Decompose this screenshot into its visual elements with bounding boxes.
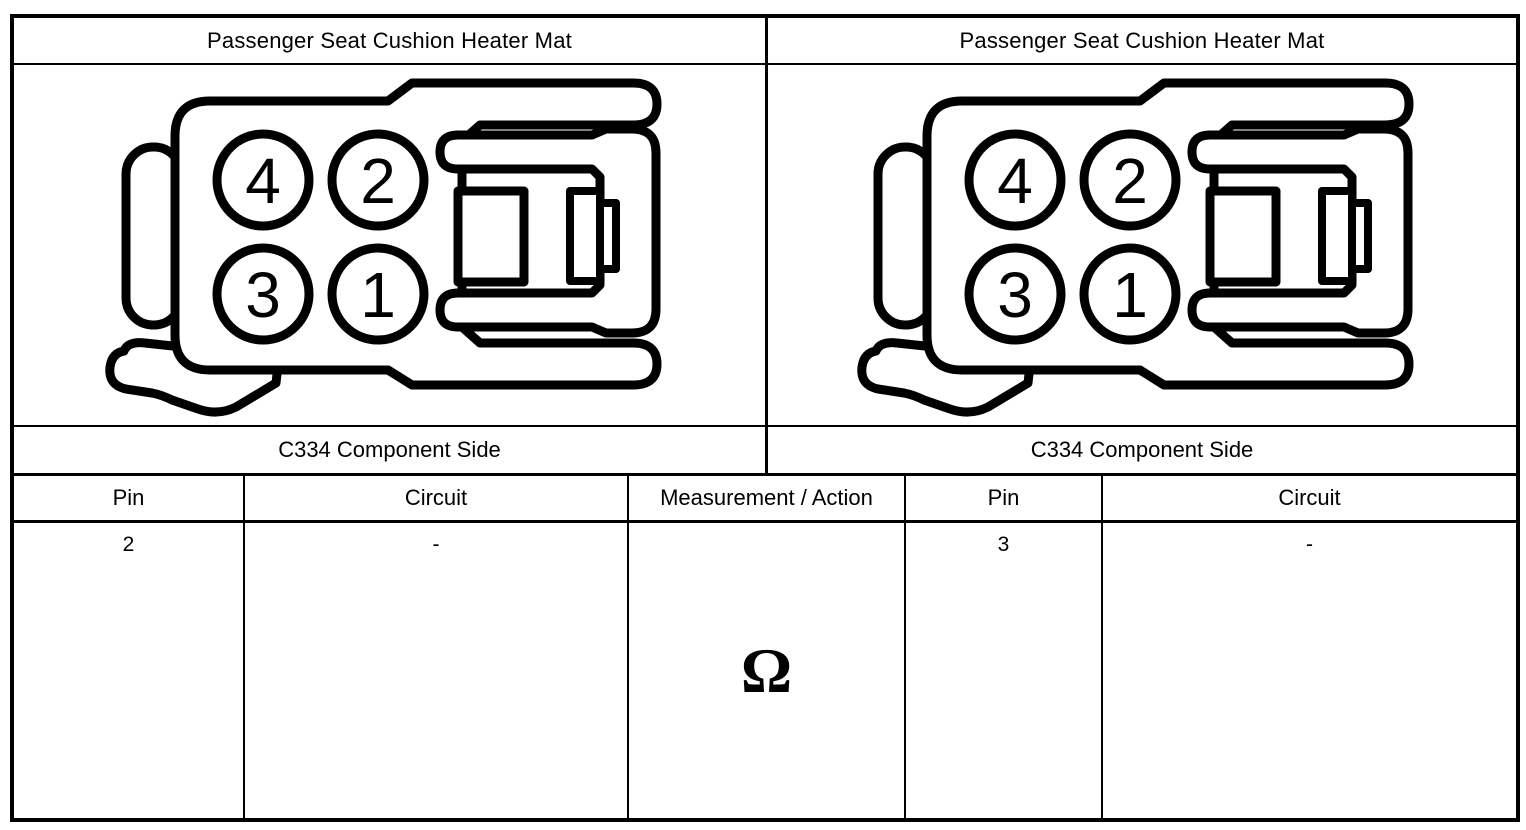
measurement-table-header	[14, 476, 1516, 520]
measurement-table-row	[14, 520, 1516, 818]
right-connector-cell	[765, 65, 1516, 425]
connector-terminal-slot	[570, 191, 600, 281]
right-caption-cell	[765, 427, 1516, 473]
pin-label-4: 4	[997, 145, 1033, 217]
left-connector-diagram	[100, 65, 680, 425]
pin-label-2: 2	[359, 145, 396, 217]
ohm-symbol: Ω	[627, 523, 904, 818]
header-measurement-action: Measurement / Action	[627, 476, 904, 520]
panel-titles-row	[14, 18, 1516, 65]
header-pin-left: Pin	[112, 485, 145, 510]
header-pin-right: Pin	[904, 476, 1101, 520]
pin-label-3: 3	[244, 259, 281, 331]
right-panel-title: Passenger Seat Cushion Heater Mat	[959, 27, 1325, 53]
pin-label-2: 2	[1112, 145, 1148, 217]
connector-terminal-slot	[1322, 191, 1352, 281]
value-circuit-left: -	[243, 523, 627, 818]
header-circuit-right: Circuit	[1101, 476, 1516, 520]
connector-diagrams-row	[14, 65, 1516, 425]
connector-slot-tab	[600, 203, 616, 269]
left-panel-title-cell	[14, 18, 765, 63]
left-caption-cell	[14, 427, 765, 473]
right-connector-caption: C334 Component Side	[1030, 437, 1254, 462]
header-circuit-left: Circuit	[243, 476, 627, 520]
pin-label-1: 1	[1112, 259, 1148, 331]
left-connector-caption: C334 Component Side	[278, 437, 501, 462]
value-circuit-right: -	[1101, 523, 1516, 818]
pin-label-1: 1	[359, 259, 396, 331]
pin-label-3: 3	[997, 259, 1033, 331]
right-connector-diagram	[852, 65, 1432, 425]
value-pin-left: 2	[122, 533, 135, 556]
captions-row	[14, 425, 1516, 476]
figure-sheet	[10, 14, 1520, 822]
left-connector-cell	[14, 65, 765, 425]
connector-keyway-square	[458, 191, 524, 282]
value-pin-right: 3	[904, 523, 1101, 818]
connector-slot-tab	[1352, 203, 1368, 269]
pin-label-4: 4	[244, 145, 281, 217]
left-panel-title: Passenger Seat Cushion Heater Mat	[207, 27, 572, 53]
connector-keyway-square	[1210, 191, 1276, 282]
right-panel-title-cell	[765, 18, 1516, 63]
